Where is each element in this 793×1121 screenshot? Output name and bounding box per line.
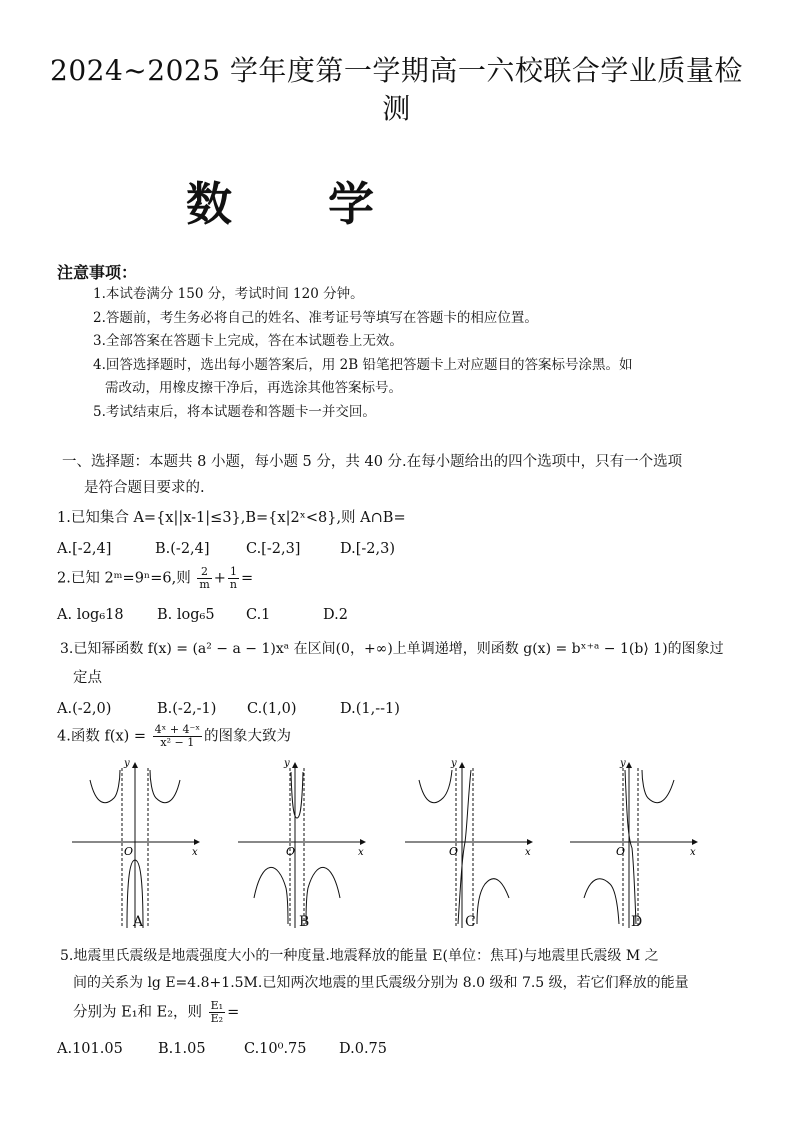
svg-text:y: y	[451, 758, 457, 769]
svg-text:O: O	[286, 845, 296, 858]
section1-intro-line1: 一、选择题：本题共 8 小题，每小题 5 分，共 40 分.在每小题给出的四个选项中，只有一个选项	[62, 454, 683, 470]
graph-b	[238, 758, 368, 928]
q5-option-c: C.10⁰.75	[244, 1041, 307, 1057]
graph-a	[72, 758, 202, 928]
svg-text:y: y	[284, 758, 290, 769]
graph-label-c: C	[465, 914, 476, 930]
notice-item: 4.回答选择题时，选出每小题答案后，用 2B 铅笔把答题卡上对应题目的答案标号涂黑。如	[93, 356, 633, 373]
q4-fraction: $\frac{\text{4ˣ + 4⁻ˣ}}{\text{x² − 1}}$	[154, 723, 201, 749]
q3-option-d: D.(1,--1)	[340, 701, 400, 717]
q5-option-a: A.101.05	[57, 1041, 123, 1057]
x-arrow-icon	[692, 839, 698, 845]
svg-text:O: O	[124, 845, 134, 858]
x-arrow-icon	[527, 839, 533, 845]
svg-text:y: y	[620, 758, 626, 769]
q1-option-b: B.(-2,4]	[155, 541, 210, 557]
q2-option-a: A. log₆18	[57, 607, 124, 623]
q4-stem: 4.函数 f(x) = $\frac{\text{4ˣ + 4⁻ˣ}}{\text{x² − 1}}$ 的图象大致为	[57, 723, 292, 749]
notice-item: 2.答题前，考生务必将自己的姓名、准考证号等填写在答题卡的相应位置。	[93, 309, 538, 326]
svg-text:y: y	[124, 758, 130, 769]
q1-stem: 1.已知集合 A={x||x-1|≤3},B={x|2ˣ<8},则 A∩B=	[57, 510, 406, 526]
q2-option-d: D.2	[323, 607, 348, 623]
y-arrow-icon	[292, 762, 298, 768]
graph-label-a: A	[133, 914, 144, 930]
graph-label-b: B	[299, 914, 310, 930]
x-arrow-icon	[360, 839, 366, 845]
q5-stem-line1: 5.地震里氏震级是地震强度大小的一种度量.地震释放的能量 E(单位：焦耳)与地震里氏震级 M 之	[60, 948, 659, 964]
q2-fraction-1: $\frac{2}{m}$	[199, 565, 210, 591]
notice-item: 1.本试卷满分 150 分，考试时间 120 分钟。	[93, 286, 364, 302]
q3-option-b: B.(-2,-1)	[157, 701, 217, 717]
q3-stem-line2: 定点	[73, 670, 102, 686]
notice-item-continuation: 需改动，用橡皮擦干净后，再选涂其他答案标号。	[105, 380, 402, 396]
graph-d	[570, 758, 700, 928]
exam-title-line2: 测	[382, 92, 411, 125]
q5-option-b: B.1.05	[158, 1041, 206, 1057]
q1-option-c: C.[-2,3]	[246, 541, 301, 557]
svg-text:O: O	[616, 845, 626, 858]
q3-option-a: A.(-2,0)	[57, 701, 112, 717]
q2-option-c: C.1	[246, 607, 271, 623]
q1-option-a: A.[-2,4]	[57, 541, 112, 557]
curve-right	[150, 770, 180, 803]
q2-option-b: B. log₆5	[157, 607, 215, 623]
graph-label-d: D	[631, 914, 643, 930]
q2-stem: 2.已知 2ᵐ=9ⁿ=6,则 $\frac{2}{m}$ + $\frac{1}{n}$ =	[57, 565, 254, 591]
curve-left	[90, 770, 120, 803]
svg-text:x: x	[358, 847, 364, 858]
graph-c	[405, 758, 535, 928]
exam-title-line1: 2024~2025 学年度第一学期高一六校联合学业质量检	[50, 54, 743, 87]
section1-intro-line2: 是符合题目要求的.	[84, 480, 205, 496]
notice-heading: 注意事项：	[57, 263, 138, 282]
q3-option-c: C.(1,0)	[247, 701, 297, 717]
q5-stem-line3: 分别为 E₁和 E₂，则 $\frac{\text{E₁}}{\text{E₂}}$ =	[73, 999, 240, 1025]
subject-title: 数 学	[186, 177, 415, 231]
q5-option-d: D.0.75	[339, 1041, 388, 1057]
y-arrow-icon	[626, 762, 632, 768]
q3-stem-line1: 3.已知幂函数 f(x) = (a² − a − 1)xᵃ 在区间(0，+∞)上单调递增，则函数 g(x) = bˣ⁺ᵃ − 1(b⟩ 1)的图象过	[60, 641, 724, 657]
notice-item: 3.全部答案在答题卡上完成，答在本试题卷上无效。	[93, 333, 403, 349]
svg-text:O: O	[449, 845, 459, 858]
y-arrow-icon	[459, 762, 465, 768]
x-arrow-icon	[194, 839, 200, 845]
exam-title	[40, 52, 753, 128]
svg-text:x: x	[525, 847, 531, 858]
svg-text:x: x	[192, 847, 198, 858]
notice-list	[93, 283, 743, 424]
q2-fraction-2: $\frac{1}{n}$	[229, 565, 237, 591]
notice-item: 5.考试结束后，将本试题卷和答题卡一并交回。	[93, 403, 376, 420]
q1-option-d: D.[-2,3)	[340, 541, 395, 557]
q2-stem-text: 2.已知 2ᵐ=9ⁿ=6,则	[57, 570, 191, 587]
q5-fraction: $\frac{\text{E₁}}{\text{E₂}}$	[210, 999, 224, 1025]
q5-stem-line2: 间的关系为 lg E=4.8+1.5M.已知两次地震的里氏震级分别为 8.0 级和 7.5 级，若它们释放的能量	[73, 975, 689, 991]
svg-text:x: x	[690, 847, 696, 858]
y-arrow-icon	[132, 762, 138, 768]
